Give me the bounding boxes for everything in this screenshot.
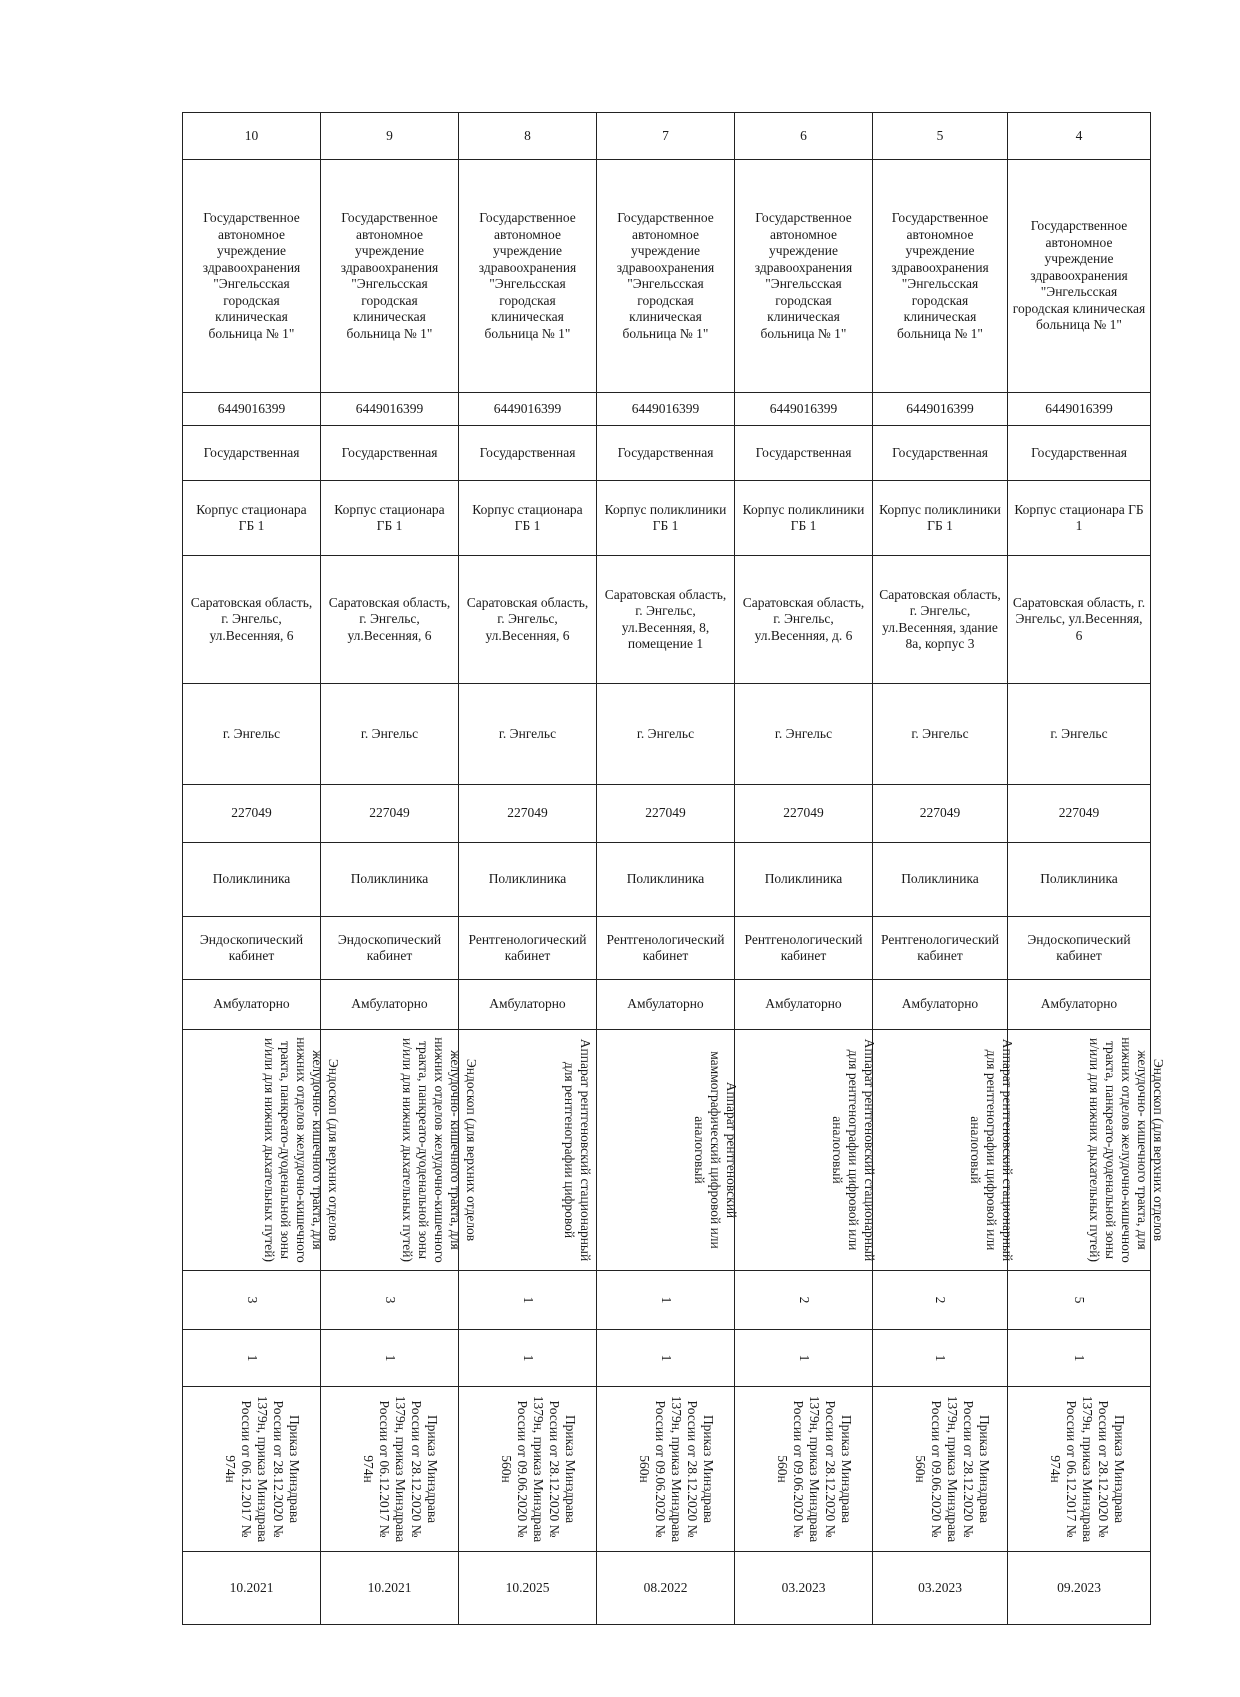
table-row xyxy=(183,1552,1151,1625)
cell-inn: 6449016399 xyxy=(873,393,1008,426)
cell-in-use xyxy=(735,1330,873,1387)
cell-in-use-text: 1 xyxy=(244,1354,260,1362)
cell-city: г. Энгельс xyxy=(183,684,321,785)
cell-department: Эндоскопический кабинет xyxy=(321,917,459,980)
cell-equipment xyxy=(1008,1030,1166,1271)
cell-building: Корпус стационара ГБ 1 xyxy=(459,481,597,556)
cell-address: Саратовская область, г. Энгельс, ул.Весенняя, д. 6 xyxy=(735,556,873,684)
cell-order xyxy=(597,1387,735,1552)
cell-city: г. Энгельс xyxy=(735,684,873,785)
cell-date: 03.2023 xyxy=(873,1552,1008,1625)
cell-quantity-text: 3 xyxy=(244,1296,260,1304)
cell-in-use-text: 1 xyxy=(796,1354,812,1362)
cell-condition: Амбулаторно xyxy=(873,980,1008,1030)
cell-order-text: Приказ Минздрава России от 28.12.2020 № 1379н, приказ Минздрава России от 09.06.2020 № 560н xyxy=(913,1395,992,1543)
cell-quantity-text: 1 xyxy=(520,1296,536,1304)
cell-equipment-text: Аппарат рентгеновский маммографический цифровой или аналоговый xyxy=(692,1050,739,1249)
cell-date: 10.2025 xyxy=(459,1552,597,1625)
cell-in-use xyxy=(321,1330,459,1387)
cell-oktmo: 227049 xyxy=(597,785,735,843)
table-row xyxy=(183,917,1151,980)
table-row xyxy=(183,556,1151,684)
cell-oktmo: 227049 xyxy=(183,785,321,843)
cell-ownership: Государственная xyxy=(597,426,735,481)
cell-quantity-text: 2 xyxy=(933,1296,948,1304)
cell-unit-type: Поликлиника xyxy=(597,843,735,917)
cell-quantity xyxy=(183,1271,321,1330)
cell-number: 7 xyxy=(597,113,735,160)
cell-unit-type: Поликлиника xyxy=(735,843,873,917)
cell-equipment-text: Аппарат рентгеновский стационарный для рентгенографии цифровой или аналоговый xyxy=(830,1038,877,1261)
cell-quantity-text: 1 xyxy=(658,1296,674,1304)
cell-order-text: Приказ Минздрава России от 28.12.2020 № 1379н, приказ Минздрава России от 09.06.2020 № 560н xyxy=(499,1395,578,1543)
cell-equipment xyxy=(597,1030,739,1271)
cell-organization: Государственное автономное учреждение здравоохранения "Энгельсская городская клиническая больница № 1" xyxy=(735,160,873,393)
cell-building: Корпус стационара ГБ 1 xyxy=(183,481,321,556)
cell-city: г. Энгельс xyxy=(1008,684,1151,785)
cell-number: 9 xyxy=(321,113,459,160)
cell-quantity-text: 3 xyxy=(382,1296,398,1304)
cell-number: 5 xyxy=(873,113,1008,160)
cell-oktmo: 227049 xyxy=(459,785,597,843)
table-row xyxy=(183,684,1151,785)
cell-order-text: Приказ Минздрава России от 28.12.2020 № 1379н, приказ Минздрава России от 09.06.2020 № 560н xyxy=(775,1395,854,1543)
cell-equipment-text: Эндоскоп (для верхних отделов желудочно- кишечного тракта, для нижних отделов желудочно-кишечного тракта, панкреато-дуоденальной зоны и/или для нижних дыхательных путей) xyxy=(400,1036,479,1263)
cell-ownership: Государственная xyxy=(183,426,321,481)
cell-unit-type: Поликлиника xyxy=(873,843,1008,917)
cell-date: 03.2023 xyxy=(735,1552,873,1625)
table-row xyxy=(183,843,1151,917)
cell-order-text: Приказ Минздрава России от 28.12.2020 № 1379н, приказ Минздрава России от 06.12.2017 № 974н xyxy=(1048,1395,1127,1543)
cell-order-text: Приказ Минздрава России от 28.12.2020 № 1379н, приказ Минздрава России от 06.12.2017 № 974н xyxy=(361,1395,440,1543)
cell-oktmo: 227049 xyxy=(321,785,459,843)
cell-building: Корпус поликлиники ГБ 1 xyxy=(597,481,735,556)
cell-organization: Государственное автономное учреждение здравоохранения "Энгельсская городская клиническая больница № 1" xyxy=(597,160,735,393)
cell-order-text: Приказ Минздрава России от 28.12.2020 № 1379н, приказ Минздрава России от 06.12.2017 № 974н xyxy=(223,1395,302,1543)
cell-in-use-text: 1 xyxy=(1072,1354,1087,1362)
cell-number: 10 xyxy=(183,113,321,160)
cell-organization: Государственное автономное учреждение здравоохранения "Энгельсская городская клиническая больница № 1" xyxy=(183,160,321,393)
cell-equipment xyxy=(873,1030,1015,1271)
cell-address: Саратовская область, г. Энгельс, ул.Весенняя, 6 xyxy=(459,556,597,684)
cell-department: Рентгенологический кабинет xyxy=(873,917,1008,980)
equipment-table xyxy=(182,112,1166,1625)
cell-oktmo: 227049 xyxy=(735,785,873,843)
cell-address: Саратовская область, г. Энгельс, ул.Весенняя, 6 xyxy=(183,556,321,684)
cell-city: г. Энгельс xyxy=(597,684,735,785)
cell-building: Корпус поликлиники ГБ 1 xyxy=(735,481,873,556)
cell-department: Эндоскопический кабинет xyxy=(1008,917,1151,980)
table-row xyxy=(183,980,1151,1030)
cell-in-use-text: 1 xyxy=(933,1354,948,1362)
cell-organization: Государственное автономное учреждение здравоохранения "Энгельсская городская клиническая больница № 1" xyxy=(1008,160,1151,393)
table-row xyxy=(183,785,1151,843)
cell-order xyxy=(459,1387,597,1552)
cell-quantity xyxy=(321,1271,459,1330)
cell-unit-type: Поликлиника xyxy=(183,843,321,917)
cell-department: Рентгенологический кабинет xyxy=(735,917,873,980)
cell-number: 6 xyxy=(735,113,873,160)
cell-building: Корпус стационара ГБ 1 xyxy=(1008,481,1151,556)
cell-date: 10.2021 xyxy=(183,1552,321,1625)
cell-ownership: Государственная xyxy=(1008,426,1151,481)
cell-ownership: Государственная xyxy=(459,426,597,481)
cell-inn: 6449016399 xyxy=(321,393,459,426)
cell-condition: Амбулаторно xyxy=(183,980,321,1030)
cell-oktmo: 227049 xyxy=(873,785,1008,843)
cell-equipment xyxy=(459,1030,597,1271)
cell-quantity xyxy=(873,1271,1008,1330)
table-row xyxy=(183,113,1151,160)
cell-quantity-text: 5 xyxy=(1072,1296,1087,1304)
cell-address: Саратовская область, г. Энгельс, ул.Весенняя, здание 8а, корпус 3 xyxy=(873,556,1008,684)
cell-order xyxy=(321,1387,459,1552)
cell-city: г. Энгельс xyxy=(321,684,459,785)
cell-in-use xyxy=(873,1330,1008,1387)
cell-equipment xyxy=(321,1030,479,1271)
cell-ownership: Государственная xyxy=(735,426,873,481)
cell-department: Эндоскопический кабинет xyxy=(183,917,321,980)
cell-equipment-text: Эндоскоп (для верхних отделов желудочно- кишечного тракта, для нижних отделов желудочно-кишечного тракта, панкреато-дуоденальной зоны и/или для нижних дыхательных путей) xyxy=(1087,1036,1166,1263)
cell-equipment xyxy=(183,1030,341,1271)
cell-organization: Государственное автономное учреждение здравоохранения "Энгельсская городская клиническая больница № 1" xyxy=(321,160,459,393)
cell-in-use xyxy=(459,1330,597,1387)
cell-order xyxy=(183,1387,321,1552)
cell-equipment-text: Аппарат рентгеновский стационарный для рентгенографии цифровой или аналоговый xyxy=(968,1038,1015,1261)
table-row xyxy=(183,481,1151,556)
cell-equipment xyxy=(735,1030,877,1271)
cell-quantity xyxy=(1008,1271,1151,1330)
cell-address: Саратовская область, г. Энгельс, ул.Весенняя, 6 xyxy=(321,556,459,684)
cell-in-use xyxy=(1008,1330,1151,1387)
cell-inn: 6449016399 xyxy=(597,393,735,426)
cell-order xyxy=(735,1387,873,1552)
cell-quantity xyxy=(459,1271,597,1330)
cell-inn: 6449016399 xyxy=(459,393,597,426)
cell-condition: Амбулаторно xyxy=(735,980,873,1030)
cell-number: 8 xyxy=(459,113,597,160)
cell-city: г. Энгельс xyxy=(459,684,597,785)
cell-unit-type: Поликлиника xyxy=(1008,843,1151,917)
cell-ownership: Государственная xyxy=(873,426,1008,481)
cell-unit-type: Поликлиника xyxy=(321,843,459,917)
cell-condition: Амбулаторно xyxy=(1008,980,1151,1030)
cell-date: 09.2023 xyxy=(1008,1552,1151,1625)
cell-address: Саратовская область, г. Энгельс, ул.Весенняя, 6 xyxy=(1008,556,1151,684)
table-row xyxy=(183,160,1151,393)
cell-quantity xyxy=(597,1271,735,1330)
cell-organization: Государственное автономное учреждение здравоохранения "Энгельсская городская клиническая больница № 1" xyxy=(459,160,597,393)
cell-in-use xyxy=(183,1330,321,1387)
cell-in-use-text: 1 xyxy=(382,1354,398,1362)
cell-address: Саратовская область, г. Энгельс, ул.Весенняя, 8, помещение 1 xyxy=(597,556,735,684)
cell-inn: 6449016399 xyxy=(183,393,321,426)
cell-unit-type: Поликлиника xyxy=(459,843,597,917)
cell-building: Корпус поликлиники ГБ 1 xyxy=(873,481,1008,556)
cell-department: Рентгенологический кабинет xyxy=(459,917,597,980)
table-row xyxy=(183,393,1151,426)
cell-quantity-text: 2 xyxy=(796,1296,812,1304)
cell-condition: Амбулаторно xyxy=(321,980,459,1030)
cell-in-use-text: 1 xyxy=(658,1354,674,1362)
cell-date: 10.2021 xyxy=(321,1552,459,1625)
cell-condition: Амбулаторно xyxy=(597,980,735,1030)
table-row xyxy=(183,1030,1151,1271)
cell-oktmo: 227049 xyxy=(1008,785,1151,843)
cell-order xyxy=(873,1387,1008,1552)
table-row xyxy=(183,1271,1151,1330)
cell-order xyxy=(1008,1387,1151,1552)
cell-equipment-text: Аппарат рентгеновский стационарный для рентгенографии цифровой xyxy=(562,1038,593,1261)
table-row xyxy=(183,1387,1151,1552)
cell-date: 08.2022 xyxy=(597,1552,735,1625)
cell-in-use-text: 1 xyxy=(520,1354,536,1362)
cell-condition: Амбулаторно xyxy=(459,980,597,1030)
cell-building: Корпус стационара ГБ 1 xyxy=(321,481,459,556)
table-row xyxy=(183,1330,1151,1387)
cell-inn: 6449016399 xyxy=(735,393,873,426)
cell-number: 4 xyxy=(1008,113,1151,160)
cell-department: Рентгенологический кабинет xyxy=(597,917,735,980)
cell-ownership: Государственная xyxy=(321,426,459,481)
table-row xyxy=(183,426,1151,481)
cell-inn: 6449016399 xyxy=(1008,393,1151,426)
cell-in-use xyxy=(597,1330,735,1387)
cell-city: г. Энгельс xyxy=(873,684,1008,785)
cell-quantity xyxy=(735,1271,873,1330)
cell-organization: Государственное автономное учреждение здравоохранения "Энгельсская городская клиническая больница № 1" xyxy=(873,160,1008,393)
cell-equipment-text: Эндоскоп (для верхних отделов желудочно- кишечного тракта, для нижних отделов желудочно-кишечного тракта, панкреато-дуоденальной зоны и/или для нижних дыхательных путей) xyxy=(262,1036,341,1263)
cell-order-text: Приказ Минздрава России от 28.12.2020 № 1379н, приказ Минздрава России от 09.06.2020 № 560н xyxy=(637,1395,716,1543)
